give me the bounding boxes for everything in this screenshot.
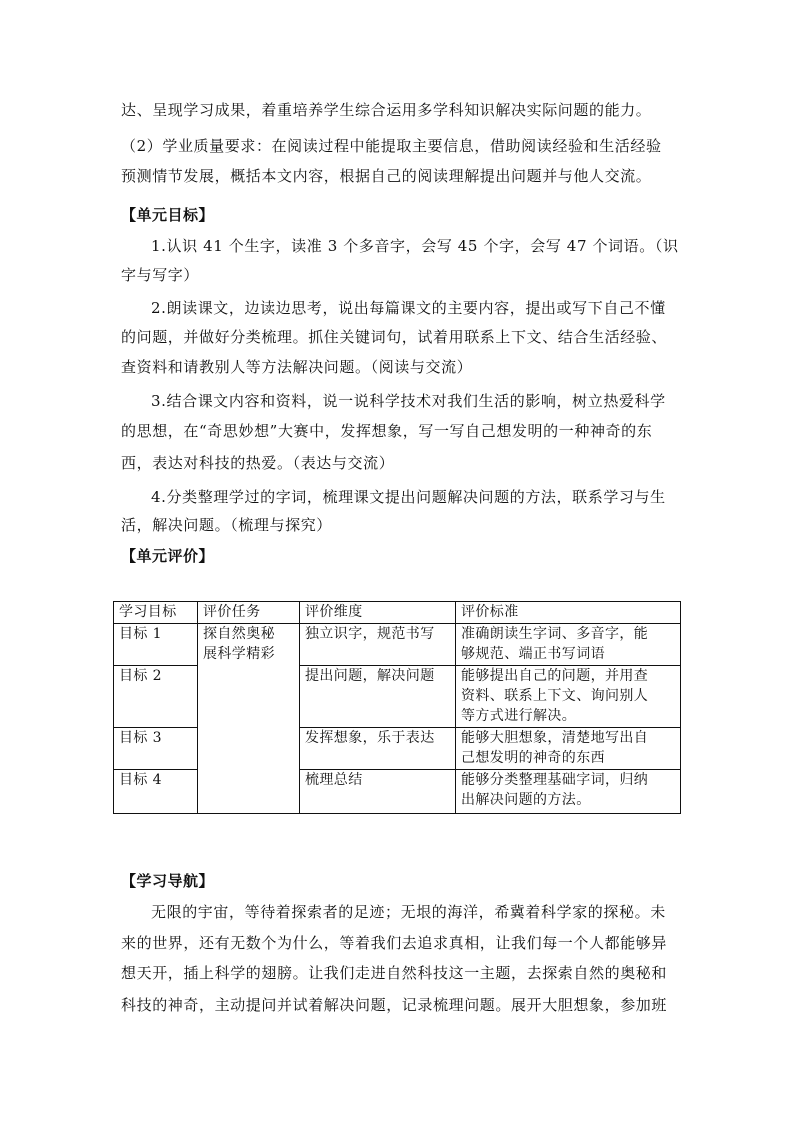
standard-line: 够规范、端正书写词语	[461, 646, 605, 662]
standard-cell	[456, 728, 681, 770]
goal-cell: 目标 4	[114, 770, 198, 814]
task-line: 探自然奥秘	[203, 626, 275, 642]
goal-3-line: 西，表达对科技的热爱。（表达与交流）	[121, 454, 395, 472]
standard-line: 能够提出自己的问题，并用查	[461, 668, 649, 684]
goal-cell: 目标 3	[114, 728, 198, 770]
goal-cell: 目标 2	[114, 666, 198, 728]
standard-cell	[456, 770, 681, 814]
goal-cell: 目标 1	[114, 624, 198, 666]
standard-line: 能够大胆想象，清楚地写出自	[461, 730, 649, 746]
learning-nav-line: 想天开，插上科学的翅膀。让我们走进自然科技这一主题，去探索自然的奥秘和	[121, 964, 668, 982]
goal-3-line: 的思想，在“奇思妙想”大赛中，发挥想象，写一写自己想发明的一种神奇的东	[121, 422, 653, 440]
header-task: 评价任务	[198, 602, 300, 624]
quality-requirement-line: 预测情节发展，概括本文内容，根据自己的阅读理解提出问题并与他人交流。	[121, 167, 652, 185]
goal-4-line: 活，解决问题。（梳理与探究）	[121, 516, 332, 534]
standard-line: 准确朗读生字词、多音字，能	[461, 626, 649, 642]
standard-line: 出解决问题的方法。	[461, 792, 591, 808]
learning-nav-line: 科技的神奇，主动提问并试着解决问题，记录梳理问题。展开大胆想象，参加班	[121, 996, 668, 1014]
goal-2-line: 2.朗读课文，边读边思考，说出每篇课文的主要内容，提出或写下自己不懂	[151, 299, 666, 317]
unit-evaluation-heading: 【单元评价】	[121, 547, 215, 565]
table-row	[114, 624, 681, 666]
standard-cell	[456, 666, 681, 728]
standard-line: 己想发明的神奇的东西	[461, 750, 605, 766]
evaluation-table	[113, 601, 681, 814]
goal-1-line: 1.认识 41 个生字，读准 3 个多音字，会写 45 个字，会写 47 个词语。（识	[151, 237, 679, 255]
standard-cell	[456, 624, 681, 666]
dimension-cell: 提出问题，解决问题	[300, 666, 456, 728]
standard-line: 等方式进行解决。	[461, 708, 577, 724]
table-header-row	[114, 602, 681, 624]
dimension-cell: 发挥想象，乐于表达	[300, 728, 456, 770]
learning-nav-line: 无限的宇宙，等待着探索者的足迹；无垠的海洋，希冀着科学家的探秘。未	[151, 903, 666, 921]
goal-2-line: 查资料和请教别人等方法解决问题。（阅读与交流）	[121, 358, 473, 376]
learning-nav-line: 来的世界，还有无数个为什么，等着我们去追求真相，让我们每一个人都能够异	[121, 934, 668, 952]
header-standard: 评价标准	[456, 602, 681, 624]
goal-4-line: 4.分类整理学过的字词，梳理课文提出问题解决问题的方法，联系学习与生	[151, 488, 666, 506]
goal-2-line: 的问题，并做好分类梳理。抓住关键词句，试着用联系上下文、结合生活经验、	[121, 328, 668, 346]
dimension-cell: 梳理总结	[300, 770, 456, 814]
goal-3-line: 3.结合课文内容和资料，说一说科学技术对我们生活的影响，树立热爱科学	[151, 392, 666, 410]
task-line: 展科学精彩	[203, 646, 275, 662]
goal-1-line: 字与写字）	[121, 266, 200, 284]
header-dimension: 评价维度	[300, 602, 456, 624]
standard-line: 资料、联系上下文、询问别人	[461, 688, 649, 704]
unit-goals-heading: 【单元目标】	[121, 206, 215, 224]
header-goal: 学习目标	[114, 602, 198, 624]
intro-text-line: 达、呈现学习成果，着重培养学生综合运用多学科知识解决实际问题的能力。	[121, 101, 652, 119]
learning-nav-heading: 【学习导航】	[121, 872, 215, 890]
dimension-cell: 独立识字，规范书写	[300, 624, 456, 666]
standard-line: 能够分类整理基础字词，归纳	[461, 772, 649, 788]
quality-requirement-line: （2）学业质量要求：在阅读过程中能提取主要信息，借助阅读经验和生活经验	[121, 137, 662, 155]
task-cell	[198, 624, 300, 814]
